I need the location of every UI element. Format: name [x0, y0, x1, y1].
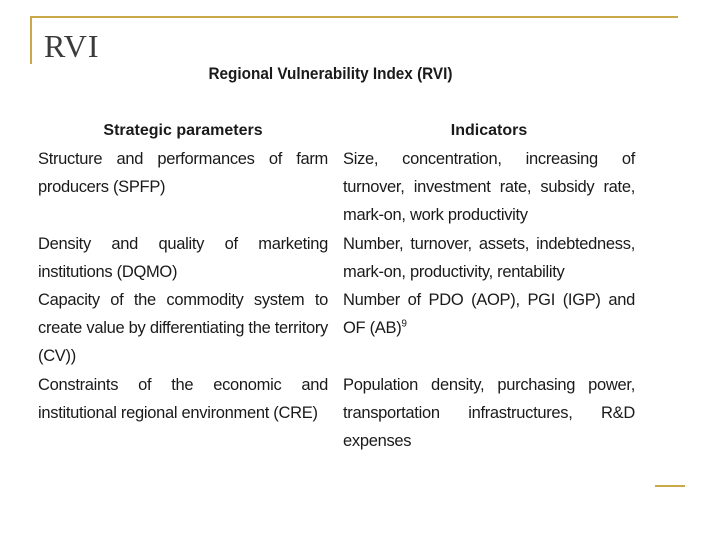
- header-strategic-parameters: Strategic parameters: [103, 122, 263, 139]
- frame-left-rule: [30, 16, 32, 64]
- row-4-parameter: Constraints of the economic and institutional regional environment (CRE): [38, 376, 328, 422]
- row-3-indicators: [343, 286, 635, 342]
- row-1-indicators: Size, concentration, increasing of turnover, investment rate, subsidy rate, mark-on, work productivity: [343, 150, 635, 224]
- slide-title: RVI: [44, 28, 100, 64]
- row-3-indicators-text: Number of PDO (AOP), PGI (IGP) and OF (AB): [343, 291, 635, 337]
- row-3-parameter: Capacity of the commodity system to create value by differentiating the territory (CV)): [38, 291, 328, 365]
- table-title: Regional Vulnerability Index (RVI): [208, 64, 453, 83]
- header-indicators: Indicators: [450, 122, 528, 139]
- row-2-parameter: Density and quality of marketing institutions (DQMO): [38, 235, 328, 281]
- footnote-marker: 9: [401, 318, 407, 330]
- frame-bottom-accent: [655, 485, 685, 487]
- frame-top-rule: [30, 16, 678, 18]
- row-2-indicators: Number, turnover, assets, indebtedness, mark-on, productivity, rentability: [343, 235, 635, 281]
- row-4-indicators: Population density, purchasing power, transportation infrastructures, R&D expenses: [343, 376, 635, 450]
- row-1-parameter: Structure and performances of farm producers (SPFP): [38, 150, 328, 196]
